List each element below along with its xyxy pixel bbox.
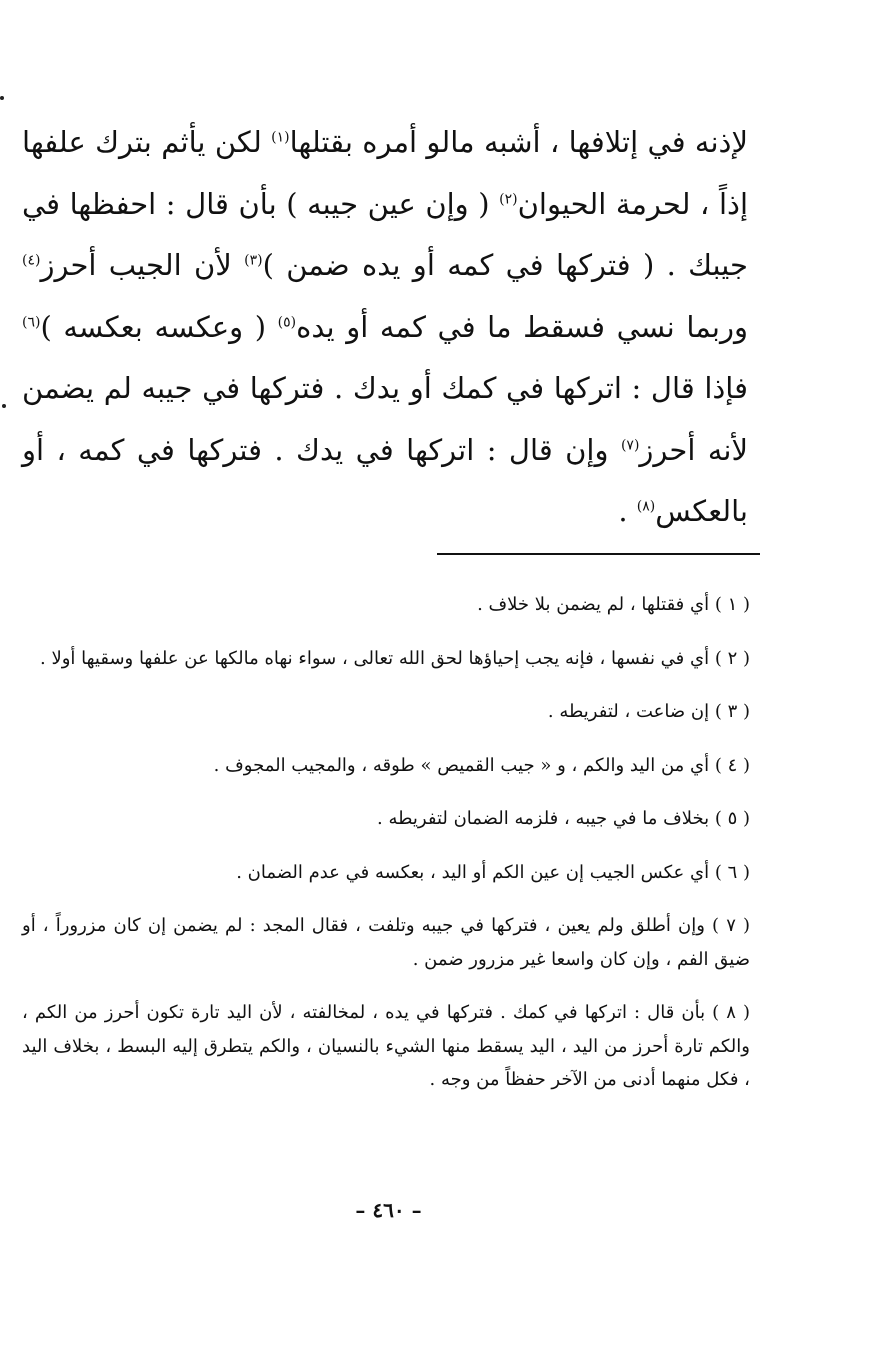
footnote-2: ( ٢ ) أي في نفسها ، فإنه يجب إحياؤها لحق الله تعالى ، سواء نهاه مالكها عن علفها وسقيها أولا .: [40, 647, 750, 669]
main-text-segment: لأن الجيب أحرز: [40, 248, 232, 282]
main-text-segment: ( وعكسه بعكسه ): [40, 309, 267, 344]
main-text-segment: لكن يأثم بترك علفها إذاً ، لحرمة الحيوان: [22, 125, 748, 221]
footnote-3: ( ٣ ) إن ضاعت ، لتفريطه .: [547, 701, 750, 722]
main-text-block: [22, 112, 748, 543]
main-text-segment: .: [618, 494, 628, 528]
scan-edge-mark: [0, 96, 4, 100]
footnote-marker: (٢): [499, 190, 518, 207]
footnote-separator-rule: [437, 553, 760, 555]
main-paragraph: [22, 112, 748, 543]
main-text-segment: لإذنه في إتلافها ، أشبه مالو أمره بقتلها: [289, 125, 748, 159]
footnote-marker: (٥): [277, 313, 297, 330]
footnotes-block: [22, 588, 750, 1117]
page-number: – ٤٦٠ –: [355, 1198, 422, 1222]
main-text-segment: وإن قال : اتركها في يدك . فتركها في كمه ، أو بالعكس: [22, 432, 748, 528]
main-text-segment: ( وإن عين جيبه ) بأن قال : احفظها في جيبك . ( فتركها في كمه أو يده ضمن ): [22, 186, 748, 282]
footnote-marker: (٨): [636, 498, 656, 515]
footnote-marker: (٦): [22, 313, 41, 330]
footnote-7: ( ٧ ) وإن أطلق ولم يعين ، فتركها في جيبه وتلفت ، فقال المجد : لم يضمن إن كان مزروراً ، أو ضيق الفم ، وإن كان واسعا غير مزرور ضمن .: [22, 915, 750, 970]
footnote-4: ( ٤ ) أي من اليد والكم ، و « جيب القميص » طوقه ، والمجيب المجوف .: [213, 754, 750, 776]
footnote-6: ( ٦ ) أي عكس الجيب إن عين الكم أو اليد ، بعكسه في عدم الضمان .: [236, 861, 750, 883]
footnote-marker: (٤): [22, 252, 41, 269]
main-text-segment: فإذا قال : اتركها في كمك أو يدك . فتركها في جيبه لم يضمن لأنه أحرز: [22, 371, 748, 467]
main-text-segment: وربما نسي فسقط ما في كمه أو يده: [296, 309, 749, 344]
footnote-marker: (٧): [620, 436, 640, 453]
footnote-marker: (١): [271, 129, 290, 146]
footnote-5: ( ٥ ) بخلاف ما في جيبه ، فلزمه الضمان لتفريطه .: [377, 808, 750, 829]
footnote-1: ( ١ ) أي فقتلها ، لم يضمن بلا خلاف .: [477, 594, 750, 615]
footnote-marker: (٣): [244, 252, 263, 269]
footnote-8: ( ٨ ) بأن قال : اتركها في كمك . فتركها في يده ، لمخالفته ، لأن اليد تارة تكون أحرز من الكم ، والكم تارة أحرز من اليد ، اليد يسقط منها الشيء بالنسيان ، والكم يتطرق إليه البسط ، بخلاف اليد ، فكل منهما أدنى من الآخر حفظاً من وجه .: [22, 1002, 750, 1090]
scan-edge-mark: [2, 404, 6, 408]
